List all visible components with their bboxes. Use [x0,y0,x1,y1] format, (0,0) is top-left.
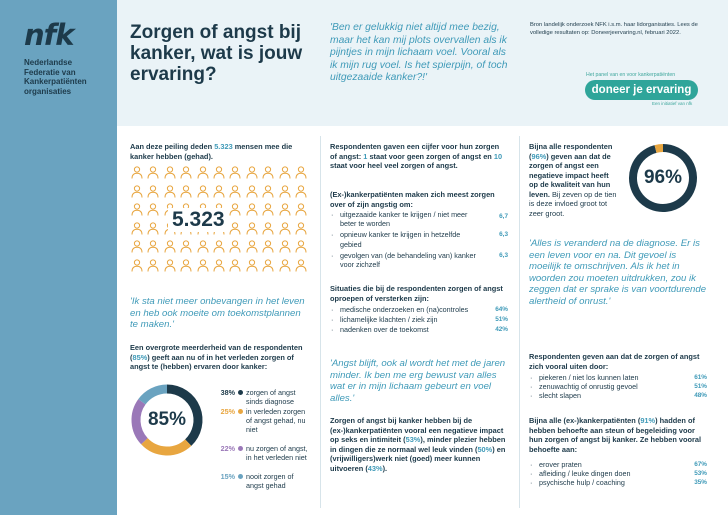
statement-text: Bij zeven op de tien is deze invloed groot tot zeer groot. [529,189,617,218]
column3-quote: 'Alles is veranderd na de diagnose. Er is een leven voor en na. Dit gevoel is moeilijk te omschrijven. Als ik het in woorden zou moeten uitdrukken, zou ik zeggen dat er sprake is van voortdurende alertheid of onrust.' [529,238,707,307]
person-icon [262,240,274,253]
donut-center-label: 85% [147,409,187,430]
person-icon [164,166,176,179]
impact-statement [330,416,508,473]
statement-text: Bijna alle respondenten ( [529,142,613,161]
person-icon [213,259,225,272]
list-item [330,315,508,324]
worries-heading: (Ex-)kankerpatiënten maken zich meest zorgen over of zijn angstig om: [330,190,495,209]
expressions-list [529,373,707,401]
intro-text: Aan deze peiling deden [130,142,215,151]
legend-pct: 25% [220,407,235,416]
person-icon [131,166,143,179]
participants-intro [130,142,310,161]
majority-statement [130,343,310,372]
impact-pct: 43% [367,463,383,473]
legend-text: nu zorgen of angst, in het verleden niet [246,444,308,463]
person-icon [213,185,225,198]
legend-dot-icon [238,446,243,451]
list-item [330,230,508,248]
person-icon [246,185,258,198]
person-icon [262,259,274,272]
statement-text: ), minder plezier hebben in dingen die ze normaal wel leuk vinden ( [330,435,506,454]
person-icon [131,185,143,198]
person-icon [229,166,241,179]
list-item [529,469,707,478]
column1-quote: 'Ik sta niet meer onbevangen in het leven en heb ook moeite om toekomstplannen te maken.' [130,296,305,330]
list-item-score: 6,3 [499,251,508,259]
person-icon [295,222,307,235]
person-icon [197,185,209,198]
person-icon [279,203,291,216]
person-icon [262,166,274,179]
situations-list [330,305,508,335]
person-icon [147,185,159,198]
person-icon [213,240,225,253]
quality-of-life-statement [529,142,619,218]
list-item [529,478,707,487]
impact-pct: 53% [405,435,421,444]
majority-pct: 85% [132,352,148,362]
org-line: Kankerpatiënten [24,77,87,86]
person-icon [246,259,258,272]
list-item-text: medische onderzoeken en (na)controles [340,305,469,314]
list-item [529,373,707,382]
list-item-pct: 61% [694,374,707,381]
list-item-text: erover praten [539,460,582,469]
intro-text: Respondenten gaven een cijfer voor hun zorgen of angst: [330,142,500,161]
score-min: 1 [363,151,368,161]
person-icon [262,203,274,216]
statement-text: ) geven aan dat de zorgen of angst een negatieve impact heeft op de kwaliteit van hun leven. [529,151,611,199]
person-icon [246,240,258,253]
person-icon [229,185,241,198]
support-list [529,460,707,488]
person-icon [279,185,291,198]
legend-pct: 15% [220,472,235,481]
list-item [529,382,707,391]
list-item-text: lichamelijke klachten / ziek zijn [340,315,438,325]
org-line: Nederlandse [24,58,73,67]
heading-text: ) hadden of hebben behoefte aan steun of begeleiding voor hun zorgen of angst bij kanker. Ze hebben vooral behoefte aan: [529,416,702,454]
list-item-pct: 35% [694,479,707,487]
person-icon [213,166,225,179]
dje-tagline: Het panel van en voor kankerpatiënten [586,72,676,78]
list-item-text: nadenken over de toekomst [340,325,429,335]
statement-text: ) en (vrijwilligers)werk niet (goed) meer kunnen uitvoeren ( [330,444,506,473]
person-icon [197,240,209,253]
list-item-pct: 48% [694,392,707,400]
person-icon [246,222,258,235]
situations-heading: Situaties die bij de respondenten zorgen of angst oproepen of versterken zijn: [330,284,503,303]
list-item-pct: 42% [495,326,508,334]
person-icon [131,203,143,216]
person-icon [279,240,291,253]
person-icon [229,240,241,253]
person-icon [147,203,159,216]
column2-quote: 'Angst blijft, ook al wordt het met de jaren minder. Ik ben me erg bewust van alles wat er in mijn lichaam gebeurt en voel alles.' [330,358,506,404]
org-line: organisaties [24,86,72,96]
list-item-score: 6,3 [499,231,508,239]
person-icon [246,203,258,216]
list-item-pct: 51% [495,316,508,324]
legend-pct: 22% [220,444,235,453]
person-icon [180,259,192,272]
heading-text: Bijna alle (ex-)kankerpatiënten ( [529,416,641,425]
org-line: Federatie van [24,67,76,77]
list-item-pct: 64% [495,306,508,313]
person-icon [295,203,307,216]
person-icon [131,240,143,253]
statement-text: Een overgrote meerderheid van de respondenten ( [130,343,303,362]
participants-count: 5.323 [214,142,233,151]
impact-pct: 50% [477,444,493,454]
list-item-text: slecht slapen [539,391,581,401]
person-icon [262,185,274,198]
list-item-pct: 67% [694,461,707,468]
person-icon [295,259,307,272]
column-divider [320,136,321,508]
legend-dot-icon [238,409,243,414]
legend-pct: 38% [220,388,235,397]
list-item [330,325,508,334]
doneer-je-ervaring-logo: doneer je ervaring [585,80,698,100]
legend-text: nooit zorgen of angst gehad [246,472,294,491]
legend-text: zorgen of angst sinds diagnose [246,388,296,407]
person-icon [229,259,241,272]
intro-text: mensen mee die kanker hebben (gehad). [130,142,293,161]
list-item-text: zenuwachtig of onrustig gevoel [539,382,638,392]
organization-name [24,58,114,96]
person-icon [164,185,176,198]
person-icon [229,222,241,235]
list-item-text: afleiding / leuke dingen doen [539,469,631,479]
person-icon [164,240,176,253]
list-item-text: piekeren / niet los kunnen laten [539,373,639,382]
person-icon [295,166,307,179]
person-icon [180,185,192,198]
donut-center-label: 96% [643,167,683,188]
quality-pct: 96% [531,151,547,161]
person-icon [131,222,143,235]
expressions-heading: Respondenten geven aan dat de zorgen of angst zich vooral uiten door: [529,352,700,371]
person-icon [279,259,291,272]
person-icon [279,166,291,179]
column-divider [519,136,520,508]
source-note: Bron landelijk onderzoek NFK i.s.m. haar lidorganisaties. Lees de volledige resultaten op: Doneerjeervaring.nl, februari 2022. [530,22,698,36]
score-max: 10 [493,151,503,161]
person-icon [180,166,192,179]
list-item-text: gevolgen van (de behandeling van) kanker voor zichzelf [340,250,476,270]
nfk-logo: nfk [24,18,74,52]
person-icon [147,240,159,253]
worries-list [330,210,508,269]
list-item [330,210,508,228]
header-quote: 'Ben er gelukkig niet altijd mee bezig, maar het kan mij plots overvallen als ik pijntjes in mijn lichaam voel. Vooral als ik mijn rug voel. Is het spierpijn, of toch uitgezaaide kanker?!' [330,22,508,83]
list-item-text: opnieuw kanker te krijgen in hetzelfde gebied [340,230,461,249]
support-heading [529,416,707,454]
list-item [529,391,707,400]
legend-dot-icon [238,390,243,395]
list-item [330,305,508,314]
person-icon [180,240,192,253]
person-icon [295,185,307,198]
participants-big-number: 5.323 [168,208,229,232]
person-icon [279,222,291,235]
person-icon [147,166,159,179]
intro-text: staat voor geen zorgen of angst en [367,151,494,161]
score-intro [330,142,508,171]
statement-text: ). [382,463,388,473]
person-icon [164,259,176,272]
intro-text: staat voor heel veel zorgen of angst. [330,161,458,170]
legend-text: in verleden zorgen of angst gehad, nu niet [246,407,306,435]
person-icon [262,222,274,235]
list-item-pct: 53% [694,470,707,478]
list-item-pct: 51% [694,383,707,391]
legend-dot-icon [238,474,243,479]
person-icon [246,166,258,179]
support-pct: 91% [640,416,656,425]
dje-subline: Een initiatief van nfk [652,101,693,106]
person-icon [147,259,159,272]
person-icon [131,259,143,272]
statement-text: Zorgen of angst bij kanker hebben bij de (ex-)kankerpatiënten vooral een negatieve impact op seks en intimiteit ( [330,416,504,444]
list-item-text: psychische hulp / coaching [539,478,625,488]
page-title: Zorgen of angst bij kanker, wat is jouw ervaring? [130,22,303,85]
person-icon [197,166,209,179]
list-item-text: uitgezaaide kanker te krijgen / niet meer beter te worden [340,210,468,229]
list-item [330,251,508,269]
list-item-score: 6,7 [499,213,508,220]
person-icon [197,259,209,272]
list-item [529,460,707,469]
statement-text: ) geeft aan nu of in het verleden zorgen of angst te (hebben) ervaren door kanker: [130,352,294,371]
person-icon [295,240,307,253]
person-icon [229,203,241,216]
person-icon [147,222,159,235]
